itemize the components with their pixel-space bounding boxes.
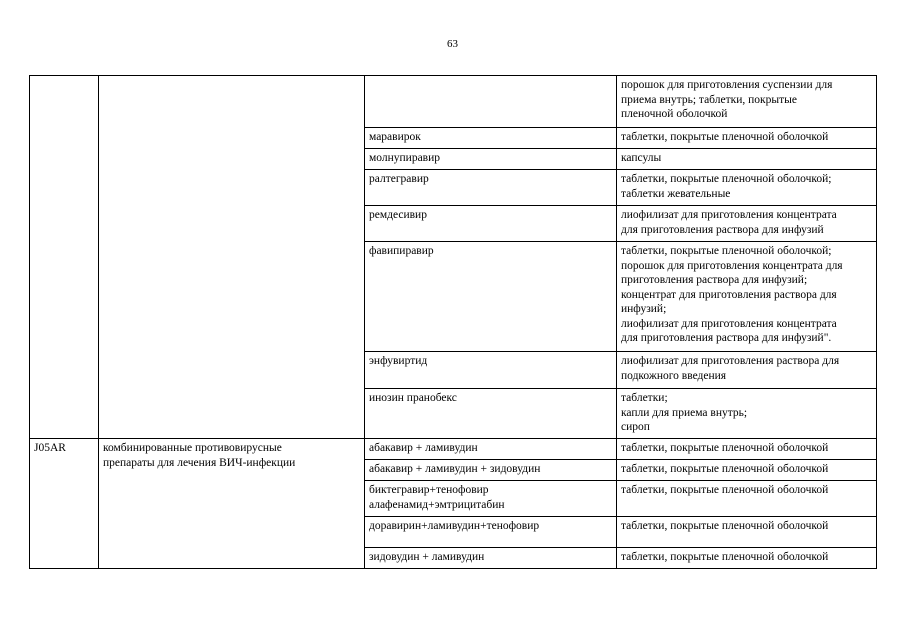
dosage-form-cell: таблетки, покрытые пленочной оболочкой; таблетки жевательные xyxy=(617,170,877,206)
drug-name-cell: абакавир + ламивудин + зидовудин xyxy=(365,460,617,481)
atc-code-cell xyxy=(30,76,99,439)
dosage-form-cell: таблетки, покрытые пленочной оболочкой xyxy=(617,548,877,569)
dosage-form-cell: таблетки, покрытые пленочной оболочкой xyxy=(617,460,877,481)
table-row xyxy=(30,439,877,460)
dosage-form-cell: таблетки, покрытые пленочной оболочкой xyxy=(617,128,877,149)
drug-name-cell: доравирин+ламивудин+тенофовир xyxy=(365,517,617,548)
drug-name-cell: ремдесивир xyxy=(365,206,617,242)
dosage-form-cell: лиофилизат для приготовления концентрата для приготовления раствора для инфузий xyxy=(617,206,877,242)
table-row xyxy=(30,76,877,128)
group-name-cell: комбинированные противовирусные препараты для лечения ВИЧ-инфекции xyxy=(99,439,365,569)
dosage-form-cell: таблетки; капли для приема внутрь; сироп xyxy=(617,389,877,439)
drug-name-cell: инозин пранобекс xyxy=(365,389,617,439)
drug-name-cell: молнупиравир xyxy=(365,149,617,170)
drug-name-cell: ралтегравир xyxy=(365,170,617,206)
dosage-form-cell: капсулы xyxy=(617,149,877,170)
dosage-form-cell: лиофилизат для приготовления раствора для подкожного введения xyxy=(617,352,877,389)
group-name-cell xyxy=(99,76,365,439)
drug-name-cell: биктегравир+тенофовир алафенамид+эмтрицитабин xyxy=(365,481,617,517)
drug-table xyxy=(29,75,877,569)
dosage-form-cell: таблетки, покрытые пленочной оболочкой xyxy=(617,439,877,460)
drug-name-cell: фавипиравир xyxy=(365,242,617,352)
dosage-form-cell: таблетки, покрытые пленочной оболочкой xyxy=(617,517,877,548)
dosage-form-cell: порошок для приготовления суспензии для приема внутрь; таблетки, покрытые пленочной оболочкой xyxy=(617,76,877,128)
drug-name-cell: маравирок xyxy=(365,128,617,149)
drug-name-cell: абакавир + ламивудин xyxy=(365,439,617,460)
atc-code-cell: J05AR xyxy=(30,439,99,569)
dosage-form-cell: таблетки, покрытые пленочной оболочкой; порошок для приготовления концентрата для приготовления раствора для инфузий; концентрат для приготовления раствора для инфузий; лиофилизат для приготовления концентрата для приготовления раствора для инфузий". xyxy=(617,242,877,352)
drug-name-cell: энфувиртид xyxy=(365,352,617,389)
page-number: 63 xyxy=(447,38,458,50)
drug-name-cell xyxy=(365,76,617,128)
dosage-form-cell: таблетки, покрытые пленочной оболочкой xyxy=(617,481,877,517)
drug-name-cell: зидовудин + ламивудин xyxy=(365,548,617,569)
